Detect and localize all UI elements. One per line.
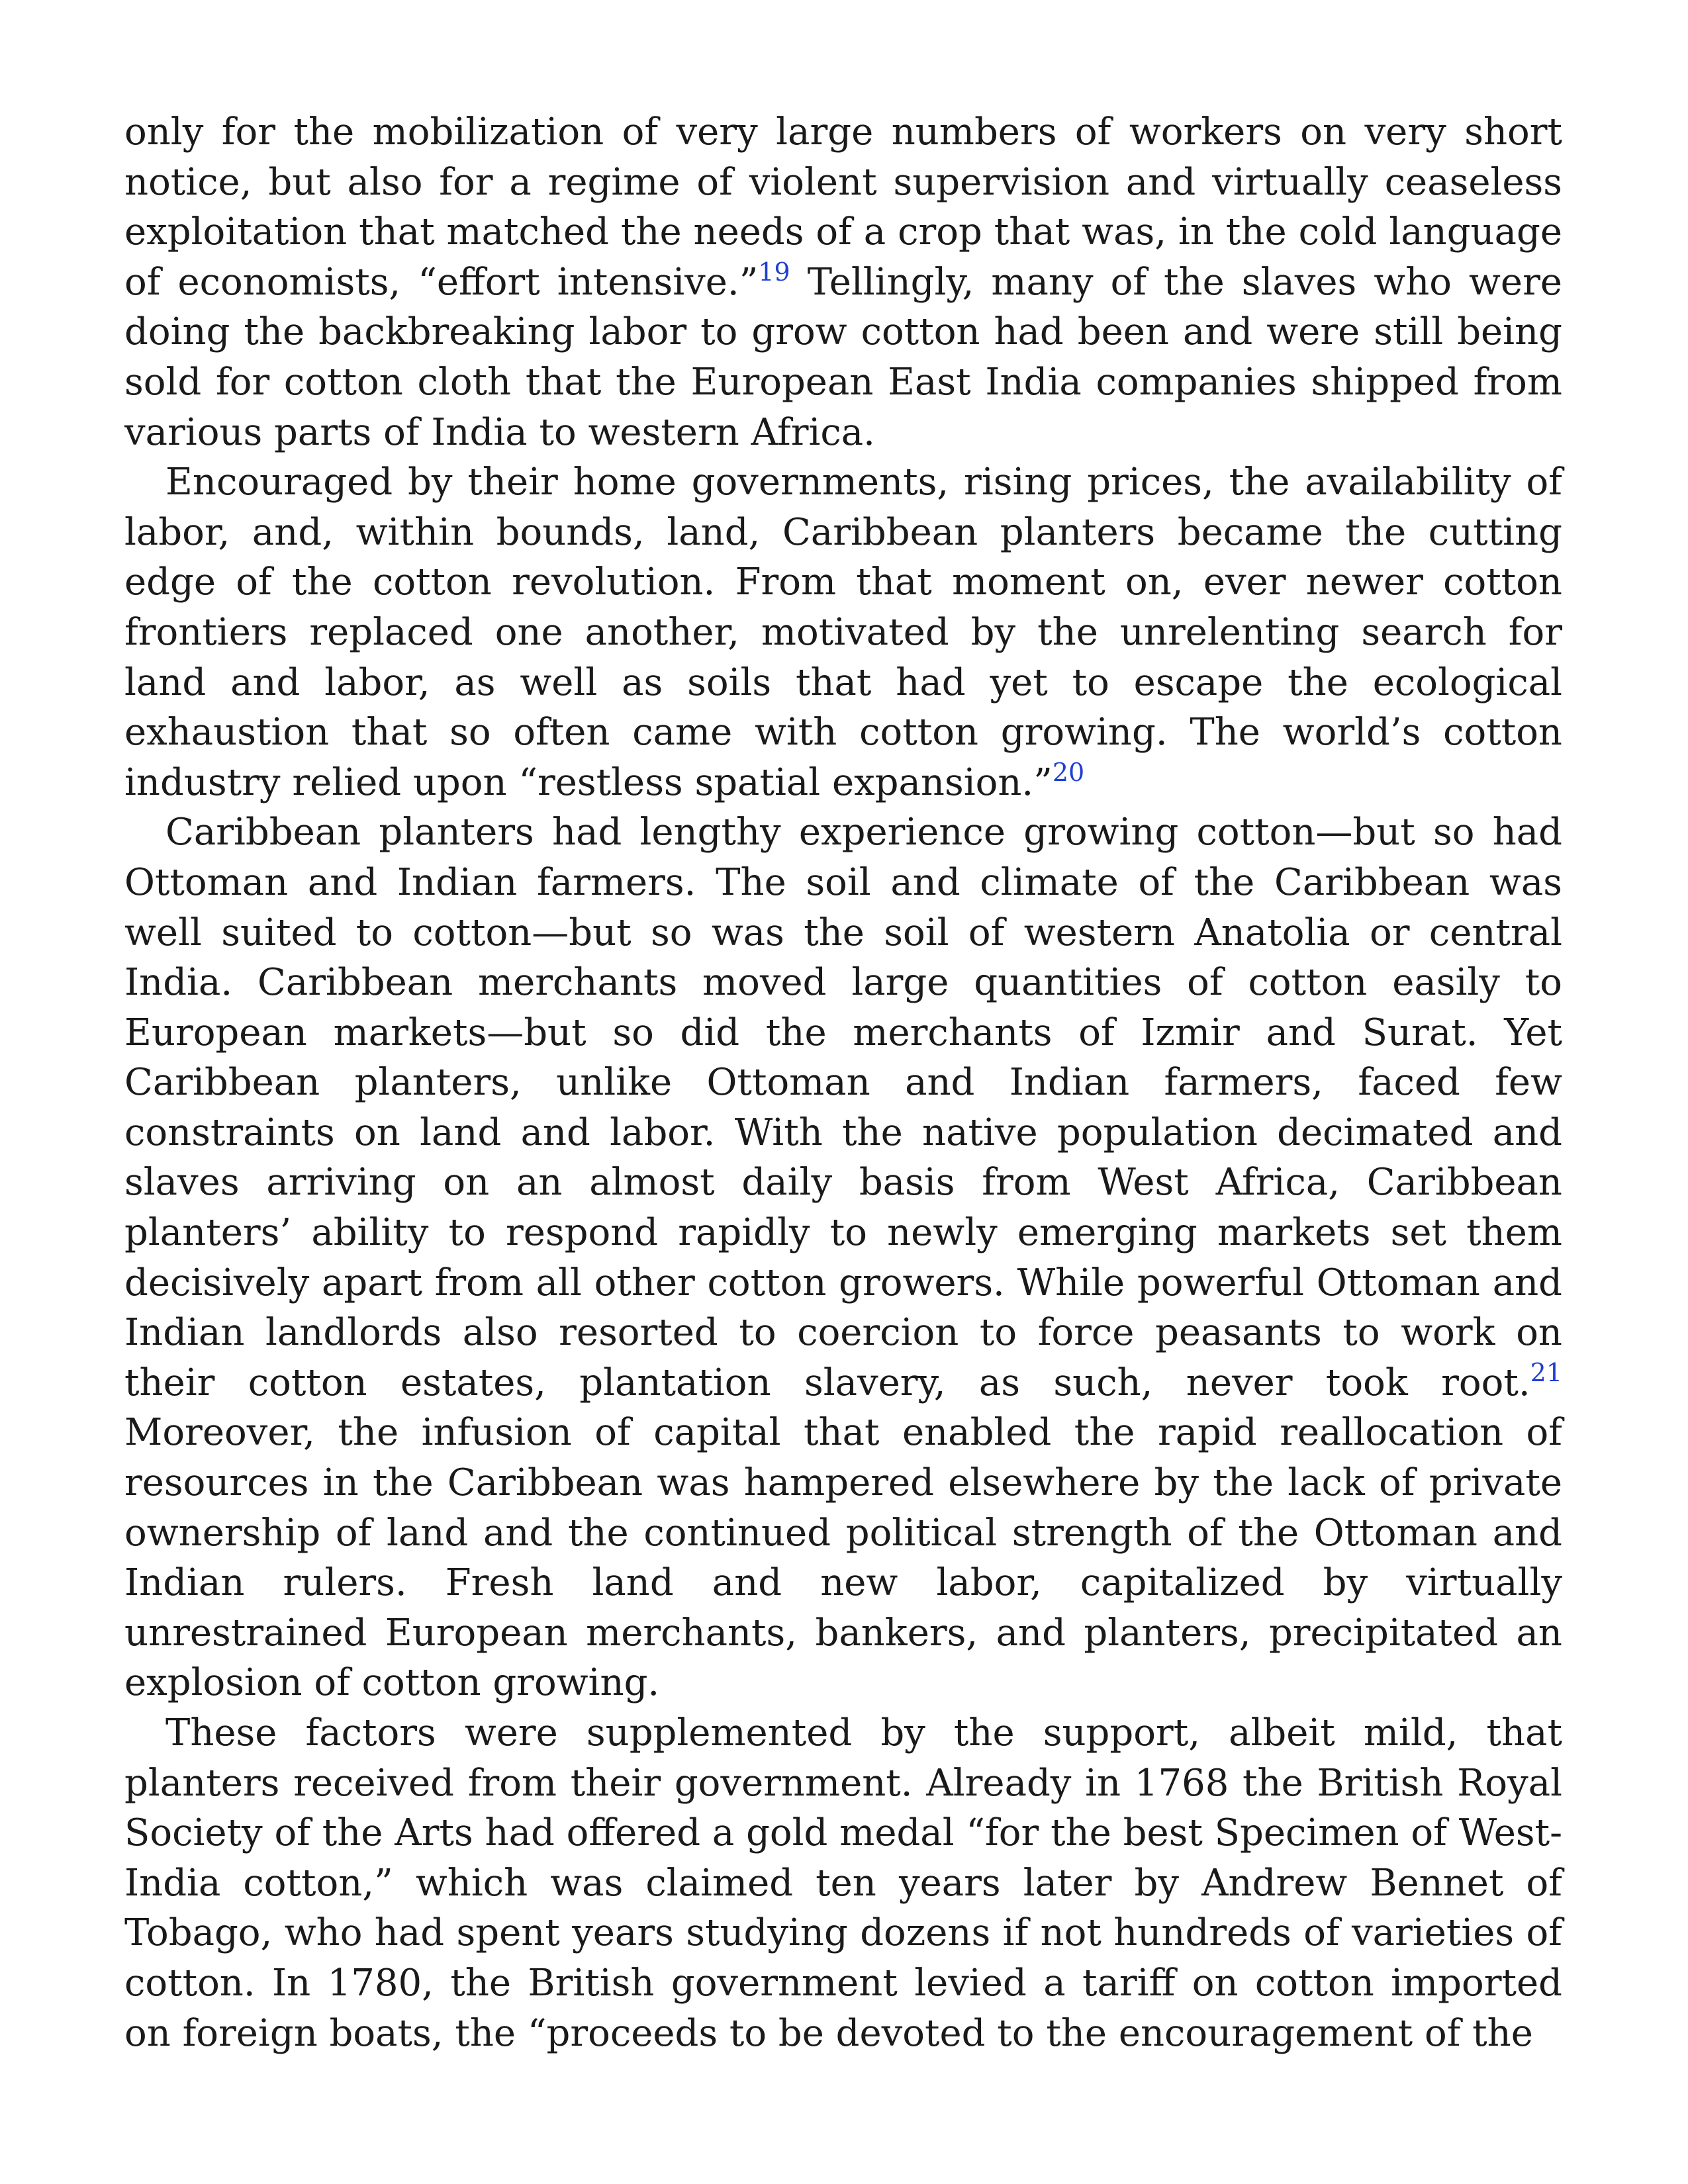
footnote-19-link[interactable]: 19 — [758, 257, 790, 287]
paragraph-text: Tellingly, many of the slaves who were doing the backbreaking labor to grow cotton had been and were still being sold for cotton cloth that the European East India companies shipped from various parts of India to western Africa. — [124, 260, 1562, 454]
paragraph-text: These factors were supplemented by the support, albeit mild, that planters received from their government. Already in 1768 the British Royal Society of the Arts had offered a gold medal “for the best Specimen of West-India cotton,” which was claimed ten years later by Andrew Bennet of Tobago, who had spent years studying dozens if not hundreds of varieties of cotton. In 1780, the British government levied a tariff on cotton imported on foreign boats, the “proceeds to be devoted to the encouragement of the — [124, 1711, 1562, 2055]
paragraph-3 — [124, 807, 1562, 1708]
footnote-20-link[interactable]: 20 — [1052, 757, 1085, 787]
footnote-21-link[interactable]: 21 — [1530, 1357, 1562, 1387]
paragraph-1 — [124, 107, 1562, 457]
paragraph-text: Encouraged by their home governments, rising prices, the availability of labor, and, within bounds, land, Caribbean planters became the cutting edge of the cotton revolution. From that moment on, ever newer cotton frontiers replaced one another, motivated by the unrelenting search for land and labor, as well as soils that had yet to escape the ecological exhaustion that so often came with cotton growing. The world’s cotton industry relied upon “restless spatial expansion.” — [124, 461, 1562, 804]
document-page — [124, 107, 1562, 2058]
paragraph-text: Caribbean planters had lengthy experience growing cotton—but so had Ottoman and Indian farmers. The soil and climate of the Caribbean was well suited to cotton—but so was the soil of western Anatolia or central India. Caribbean merchants moved large quantities of cotton easily to European markets—but so did the merchants of Izmir and Surat. Yet Caribbean planters, unlike Ottoman and Indian farmers, faced few constraints on land and labor. With the native population decimated and slaves arriving on an almost daily basis from West Africa, Caribbean planters’ ability to respond rapidly to newly emerging markets set them decisively apart from all other cotton growers. While powerful Ottoman and Indian landlords also resorted to coercion to force peasants to work on their cotton estates, plantation slavery, as such, never took root. — [124, 811, 1562, 1404]
paragraph-2 — [124, 457, 1562, 807]
paragraph-text: only for the mobilization of very large numbers of workers on very short notice, but also for a regime of violent supervision and virtually ceaseless exploitation that matched the needs of a crop that was, in the cold language of economists, “effort intensive.” — [124, 111, 1562, 304]
paragraph-4 — [124, 1708, 1562, 2058]
paragraph-text: Moreover, the infusion of capital that enabled the rapid reallocation of resources in the Caribbean was hampered elsewhere by the lack of private ownership of land and the continued political strength of the Ottoman and Indian rulers. Fresh land and new labor, capitalized by virtually unrestrained European merchants, bankers, and planters, precipitated an explosion of cotton growing. — [124, 1411, 1562, 1705]
